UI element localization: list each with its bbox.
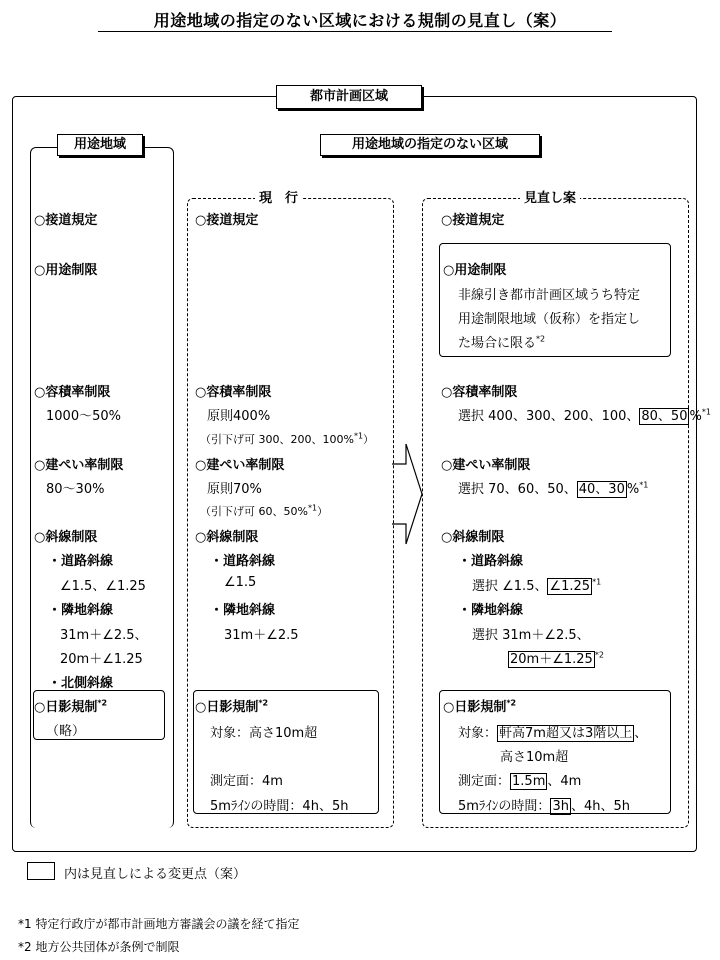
right-jikan-changed: 3h <box>552 799 569 814</box>
right-setsudo: ○接道規定 <box>441 213 505 228</box>
right-taisho <box>458 722 647 741</box>
right-sokutei-changed: 1.5m <box>512 774 546 789</box>
right-yoseki-changed: 80、50 <box>641 409 688 424</box>
right-doro-value <box>472 575 601 594</box>
legend-box <box>27 862 55 880</box>
right-kenpei-sup: *1 <box>639 480 649 490</box>
right-kenpei-value <box>458 478 648 497</box>
left-nichiei <box>34 696 107 715</box>
right-nichiei-label: ○日影規制 <box>443 700 507 715</box>
mid-yoseki-sub-sup: *1 <box>353 431 364 441</box>
mid-yoseki-sub-end: ） <box>363 433 375 446</box>
right-yoseki-post: % <box>689 409 702 424</box>
genko-header: 現 行 <box>255 187 302 206</box>
left-setsudo: ○接道規定 <box>34 213 98 228</box>
right-taisho-changed: 軒高7m超又は3階以上 <box>499 726 633 741</box>
left-yoseki: ○容積率制限 <box>34 385 111 400</box>
left-doro-shasen: ・道路斜線 <box>48 554 114 569</box>
mid-nichiei <box>195 696 268 715</box>
left-kenpei-value: 80～30% <box>46 482 105 497</box>
mid-rinchi-value: 31m＋∠2.5 <box>224 628 299 643</box>
mid-shasen: ○斜線制限 <box>195 530 259 545</box>
mid-kenpei-gensoku: 原則70% <box>207 482 262 497</box>
right-sokutei-pre: 測定面： <box>458 774 511 789</box>
left-youto-seigen: ○用途制限 <box>34 263 98 278</box>
arrow-right-icon <box>392 440 424 570</box>
mid-kenpei-sub <box>200 503 328 519</box>
right-nichiei-sup: *2 <box>506 698 517 708</box>
toshi-keikaku-label: 都市計画区域 <box>276 85 422 109</box>
mid-nichiei-sup: *2 <box>258 698 269 708</box>
right-youto-line-3-text: た場合に限る <box>458 336 537 351</box>
left-ryaku: （略） <box>46 724 86 739</box>
right-shasen: ○斜線制限 <box>441 530 505 545</box>
right-youto-line-3 <box>458 332 545 351</box>
left-nichiei-label: ○日影規制 <box>34 700 98 715</box>
right-jikan-pre: 5mﾗｲﾝの時間： <box>458 799 551 814</box>
right-kenpei-post: % <box>626 482 640 497</box>
right-youto-seigen: ○用途制限 <box>443 263 507 278</box>
right-nichiei <box>443 696 516 715</box>
left-rinchi-value-2: 20m＋∠1.25 <box>60 652 143 667</box>
title-underline <box>98 31 612 32</box>
right-yoseki-pre: 選択 400、300、200、100、 <box>458 409 640 424</box>
mid-kenpei-sub-end: ） <box>317 505 329 518</box>
left-yoseki-value: 1000～50% <box>46 409 121 424</box>
right-doro-changed: ∠1.25 <box>549 579 591 594</box>
left-nichiei-sup: *2 <box>97 698 108 708</box>
right-sokutei <box>458 770 581 789</box>
right-rinchi-value-1: 選択 31m＋∠2.5、 <box>472 628 590 643</box>
left-rinchi-shasen: ・隣地斜線 <box>48 603 114 618</box>
right-rinchi-value-2 <box>508 648 604 667</box>
mid-yoseki-sub-text: （引下げ可 300、200、100% <box>200 433 354 446</box>
note-2: *2 地方公共団体が条例で制限 <box>18 940 180 954</box>
right-kenpei-pre: 選択 70、60、50、 <box>458 482 577 497</box>
right-youto-sup: *2 <box>536 334 546 344</box>
right-doro-shasen: ・道路斜線 <box>458 554 524 569</box>
youto-nashi-label: 用途地域の指定のない区域 <box>320 134 540 156</box>
right-rinchi-changed: 20m＋∠1.25 <box>510 652 593 667</box>
note-1: *1 特定行政庁が都市計画地方審議会の議を経て指定 <box>18 917 300 931</box>
right-kenpei-changed: 40、30 <box>578 482 625 497</box>
right-yoseki-sup: *1 <box>701 407 711 417</box>
right-taisho-post: 、 <box>634 726 648 741</box>
right-taisho-pre: 対象： <box>458 726 498 741</box>
youto-chiiki-label: 用途地域 <box>57 134 143 156</box>
left-rinchi-value-1: 31m＋∠2.5、 <box>60 628 148 643</box>
left-kenpei: ○建ぺい率制限 <box>34 458 124 473</box>
right-youto-line-1: 非線引き都市計画区域うち特定 <box>458 288 641 303</box>
minaoshi-header: 見直し案 <box>520 187 580 206</box>
right-jikan <box>458 795 630 814</box>
mid-kenpei-sub-sup: *1 <box>307 503 318 513</box>
mid-kenpei: ○建ぺい率制限 <box>195 458 285 473</box>
mid-rinchi-shasen: ・隣地斜線 <box>210 603 276 618</box>
right-kenpei: ○建ぺい率制限 <box>441 458 531 473</box>
right-taisho-line-2: 高さ10m超 <box>500 750 569 765</box>
mid-sokutei: 測定面：4m <box>210 774 283 789</box>
right-sokutei-post: 、4m <box>547 774 582 789</box>
right-yoseki-value <box>458 405 711 424</box>
page-title: 用途地域の指定のない区域における規制の見直し（案） <box>153 11 567 30</box>
mid-doro-value: ∠1.5 <box>224 575 257 590</box>
mid-nichiei-label: ○日影規制 <box>195 700 259 715</box>
mid-yoseki-gensoku: 原則400% <box>207 409 271 424</box>
right-doro-sup: *1 <box>592 577 602 587</box>
mid-doro-shasen: ・道路斜線 <box>210 554 276 569</box>
right-rinchi-shasen: ・隣地斜線 <box>458 603 524 618</box>
mid-yoseki: ○容積率制限 <box>195 385 272 400</box>
mid-jikan: 5mﾗｲﾝの時間：4h、5h <box>210 799 349 814</box>
left-kita-shasen: ・北側斜線 <box>48 676 114 691</box>
mid-kenpei-sub-text: （引下げ可 60、50% <box>200 505 308 518</box>
legend-text: 内は見直しによる変更点（案） <box>64 867 247 882</box>
left-doro-value: ∠1.5、∠1.25 <box>60 579 146 594</box>
mid-taisho: 対象：高さ10m超 <box>210 726 318 741</box>
left-shasen: ○斜線制限 <box>34 530 98 545</box>
right-jikan-post: 、4h、5h <box>570 799 630 814</box>
right-doro-pre: 選択 ∠1.5、 <box>472 579 548 594</box>
mid-setsudo: ○接道規定 <box>195 213 259 228</box>
mid-yoseki-sub <box>200 431 374 447</box>
right-youto-line-2: 用途制限地域（仮称）を指定し <box>458 312 641 327</box>
right-rinchi-sup: *2 <box>594 650 604 660</box>
right-yoseki: ○容積率制限 <box>441 385 518 400</box>
